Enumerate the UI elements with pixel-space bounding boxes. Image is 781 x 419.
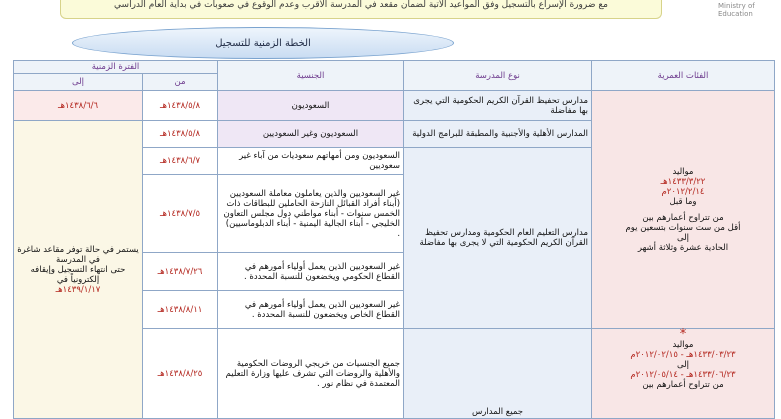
instruction-banner (60, 0, 662, 19)
school-type-cell: مدارس تحفيظ القرآن الكريم الحكومية التي يجرى بها مفاضلة (404, 91, 592, 121)
category-cell-2: * مواليد ١٤٣٣/٠٣/٢٣هـ - ٢٠١٢/٠٢/١٥م إلى ١٤٣٣/٠٦/٢٣هـ - ٢٠١٢/٠٥/١٤م من تتراوح أعمارهم بين (592, 329, 775, 419)
school-type-cell-general: مدارس التعليم العام الحكومية ومدارس تحفيظ القرآن الكريم الحكومية التي لا يجرى بها مفاضلة (404, 148, 592, 329)
nationality-cell: غير السعوديين الذين يعمل أولياء أمورهم في القطاع الحكومي ويخضعون للنسبة المحددة . (218, 253, 404, 291)
nationality-cell: السعوديون (218, 91, 404, 121)
banner-text: مع ضرورة الإسراع بالتسجيل وفق المواعيد الآتية لضمان مقعد في المدرسة الأقرب وعدم الوقوع في صعوبات في بداية العام الدراسي (114, 0, 608, 10)
from-date-cell: ١٤٣٨/٨/٢٥هـ (143, 329, 218, 419)
header-category: الفئات العمرية (592, 61, 775, 91)
nationality-cell: غير السعوديين الذين يعمل أولياء أمورهم في القطاع الخاص ويخضعون للنسبة المحددة . (218, 291, 404, 329)
nationality-cell: غير السعوديين والذين يعاملون معاملة السعوديين (أبناء أفراد القبائل النازحة الحاملين للبطاقات ذات الخمس سنوات - أبناء مواطني دول مجلس التعاون الخليجي - أبناء الجالية اليمنية - أبناء الدبلوماسيين) . (218, 175, 404, 253)
from-date-cell: ١٤٣٨/٥/٨هـ (143, 121, 218, 148)
header-to: إلى (14, 74, 143, 91)
nationality-cell: السعوديون ومن أمهاتهم سعوديات من آباء غير سعوديين (218, 148, 404, 175)
header-from: من (143, 74, 218, 91)
from-date-cell: ١٤٣٨/٦/٧هـ (143, 148, 218, 175)
nationality-cell: جميع الجنسيات من خريجي الروضات الحكومية والأهلية والروضات التي تشرف عليها وزارة التعليم المعتمدة في نظام نور . (218, 329, 404, 419)
header-nationality: الجنسية (218, 61, 404, 91)
ministry-logo-label: Ministry of Education (718, 2, 755, 18)
header-period: الفترة الزمنية (14, 61, 218, 74)
to-merged-cell: يستمر في حالة توفر مقاعد شاغرة في المدرسة حتى انتهاء التسجيل وإيقافه إلكترونياً في ١٤٣٩/١/١٧هـ (14, 121, 143, 419)
nationality-cell: السعوديون وغير السعوديين (218, 121, 404, 148)
plan-title (72, 27, 454, 59)
from-date-cell: ١٤٣٨/٧/٥هـ (143, 175, 218, 253)
from-date-cell: ١٤٣٨/٥/٨هـ (143, 91, 218, 121)
school-type-cell-all: جميع المدارس (404, 329, 592, 419)
to-date-cell: ١٤٣٨/٦/٦هـ (14, 91, 143, 121)
from-date-cell: ١٤٣٨/٧/٢٦هـ (143, 253, 218, 291)
registration-schedule-table (13, 60, 775, 419)
header-school-type: نوع المدرسة (404, 61, 592, 91)
plan-title-text: الخطة الزمنية للتسجيل (215, 37, 311, 49)
school-type-cell: المدارس الأهلية والأجنبية والمطبقة للبرامج الدولية (404, 121, 592, 148)
from-date-cell: ١٤٣٨/٨/١١هـ (143, 291, 218, 329)
category-cell-1: مواليد ١٤٣٣/٣/٢٢هـ ٢٠١٢/٢/١٤م وما قبل من تتراوح أعمارهم بين أقل من ست سنوات بتسعين يوم إلى الحادية عشرة وثلاثة أشهر (592, 91, 775, 329)
table-row (14, 91, 775, 121)
header-row-1 (14, 61, 775, 74)
